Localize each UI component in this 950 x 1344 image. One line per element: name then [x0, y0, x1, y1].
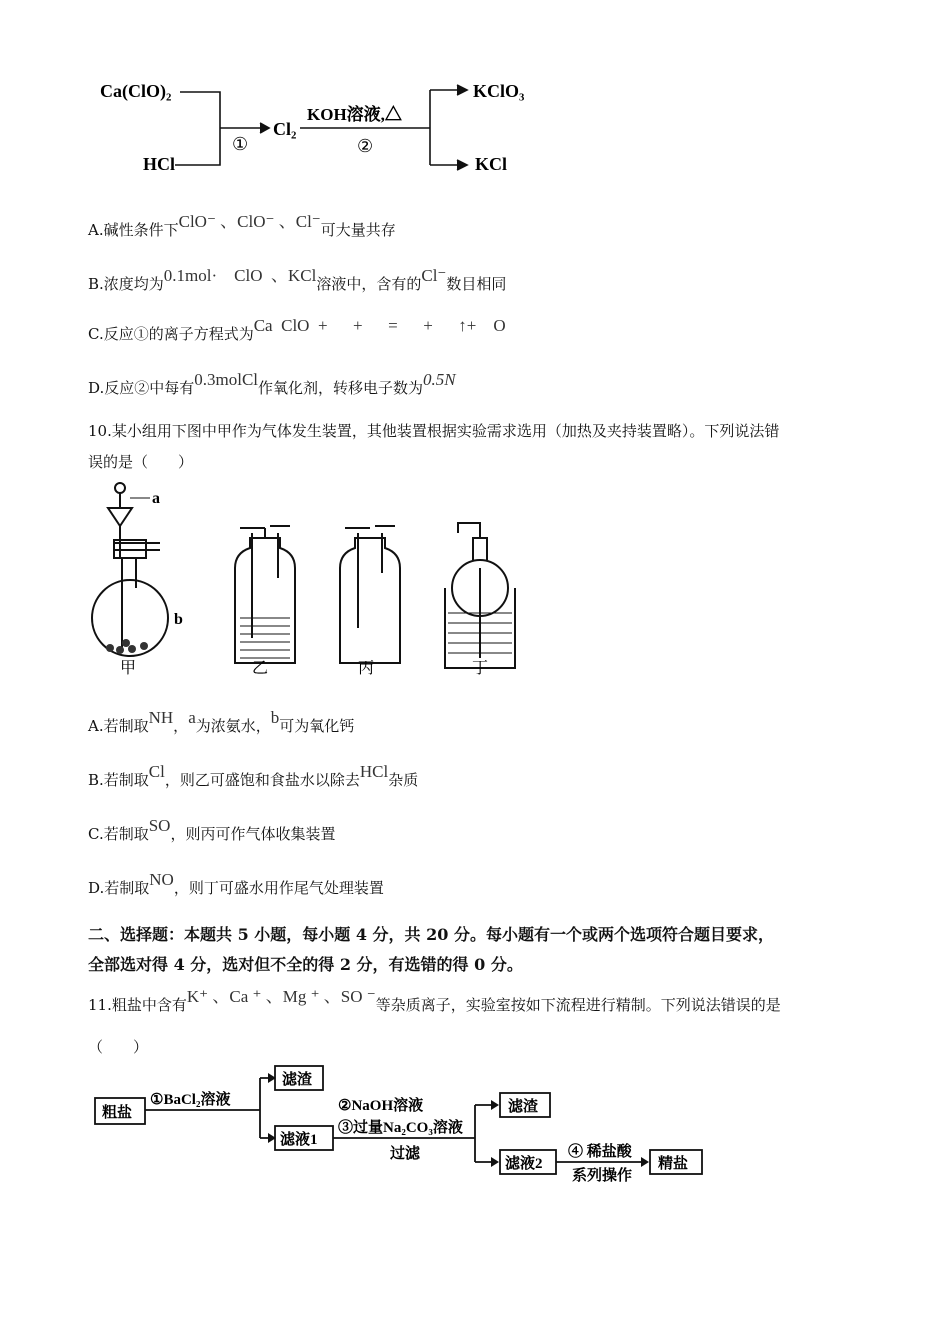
flow-series-ops: 系列操作 [572, 1168, 633, 1184]
formula: 0.5N [423, 370, 456, 389]
text: 可大量共存 [320, 221, 396, 239]
text: 11.粗盐中含有 [88, 996, 187, 1014]
formula: 0.3molCl [194, 370, 259, 389]
q9-option-d [88, 370, 456, 398]
flow-step2: ②NaOH溶液 [338, 1098, 424, 1114]
text: 可为氧化钙 [279, 717, 355, 735]
flow-crude-salt: 粗盐 [102, 1105, 133, 1121]
text: C.反应①的离子方程式为 [88, 325, 254, 343]
scheme-product2: KCl [475, 154, 508, 174]
flow-pure-salt: 精盐 [658, 1156, 689, 1172]
scheme-mid: Cl₂ [273, 119, 297, 139]
text: ，则乙可盛饱和食盐水以除去 [164, 771, 360, 789]
flow-step1: ①BaCl₂溶液 [150, 1092, 231, 1108]
flow-step4: ④ 稀盐酸 [568, 1144, 632, 1160]
formula: HCl [359, 762, 389, 781]
flow-residue1: 滤渣 [282, 1072, 313, 1088]
flow-step3: ③过量Na₂CO₃溶液 [338, 1120, 463, 1136]
q10-stem-1: 10.某小组用下图中甲作为气体发生装置，其他装置根据实验需求选用（加热及夹持装置略）。下列说法错 [88, 422, 780, 440]
formula: Cl⁻ [421, 266, 447, 285]
formula: NH [148, 708, 174, 727]
scheme-reactant2: HCl [143, 154, 176, 174]
label-b: b [174, 611, 183, 628]
purification-flowchart [90, 1060, 720, 1190]
text: 等杂质离子，实验室按如下流程进行精制。下列说法错误的是 [375, 996, 781, 1014]
scheme-step2: ② [357, 136, 374, 156]
text: 作氧化剂，转移电子数为 [258, 379, 424, 397]
q9-option-c [88, 316, 506, 344]
formula: b [270, 708, 280, 727]
flow-filter: 过滤 [390, 1146, 421, 1162]
q10-option-a [88, 708, 355, 736]
q10-option-b [88, 762, 419, 790]
q9-option-a [88, 212, 396, 240]
text: ， [173, 717, 189, 735]
text: ，则丙可作气体收集装置 [170, 825, 336, 843]
label-a: a [152, 490, 160, 507]
formula: 0.1mol· ClO 、KCl [163, 266, 317, 285]
reaction-scheme [95, 70, 555, 185]
q11-paren: （ ） [88, 1038, 149, 1056]
label-ding: 丁 [472, 660, 489, 677]
q9-option-b [88, 266, 507, 294]
formula: Ca ClO + + = + ↑+ O [253, 316, 506, 335]
formula: Cl [148, 762, 165, 781]
section-heading-2: 全部选对得 4 分，选对但不全的得 2 分，有选错的得 0 分。 [88, 955, 523, 974]
text: 杂质 [388, 771, 419, 789]
text: D.若制取 [88, 879, 150, 897]
scheme-reactant1: Ca(ClO)₂ [100, 81, 172, 101]
scheme-step1: ① [232, 134, 249, 154]
flow-filtrate1: 滤液1 [280, 1132, 318, 1148]
text: A.碱性条件下 [88, 221, 179, 239]
text: D.反应②中每有 [88, 379, 195, 397]
scheme-product1: KClO₃ [473, 81, 525, 101]
q10-option-c [88, 816, 336, 844]
flow-filtrate2: 滤液2 [505, 1156, 543, 1172]
text: A.若制取 [88, 717, 149, 735]
flow-residue2: 滤渣 [508, 1099, 539, 1115]
text: B.浓度均为 [88, 275, 164, 293]
text: 数目相同 [446, 275, 507, 293]
formula: a [188, 708, 196, 727]
text: B.若制取 [88, 771, 149, 789]
apparatus-figure [90, 478, 530, 678]
scheme-reagent: KOH溶液,△ [307, 105, 402, 124]
label-yi: 乙 [252, 660, 269, 677]
q10-option-d [88, 870, 384, 898]
label-bing: 丙 [358, 660, 375, 677]
formula: SO [148, 816, 171, 835]
text: 为浓氨水， [195, 717, 271, 735]
text: 溶液中，含有的 [316, 275, 422, 293]
text: C.若制取 [88, 825, 149, 843]
q11-stem [88, 987, 781, 1015]
section-heading-1: 二、选择题：本题共 5 小题，每小题 4 分，共 20 分。每小题有一个或两个选项符合题目要求， [88, 925, 774, 944]
formula: NO [149, 870, 174, 889]
formula: K⁺ 、Ca ⁺ 、Mg ⁺ 、SO ⁻ [186, 987, 376, 1006]
label-jia: 甲 [120, 660, 137, 677]
text: ，则丁可盛水用作尾气处理装置 [173, 879, 384, 897]
formula: ClO⁻ 、ClO⁻ 、Cl⁻ [178, 212, 321, 231]
q10-stem-2: 误的是（ ） [88, 453, 194, 471]
